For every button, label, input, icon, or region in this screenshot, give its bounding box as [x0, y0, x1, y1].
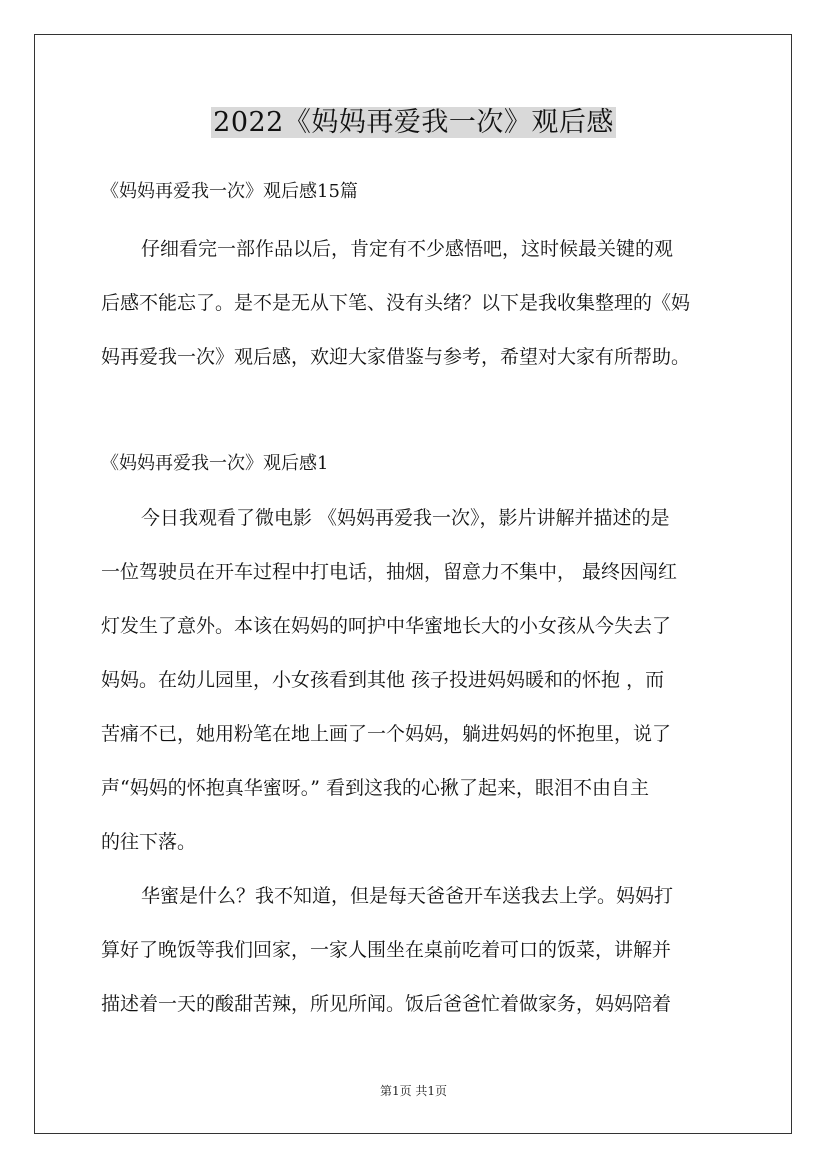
body-paragraph [101, 869, 733, 1031]
intro-line: 后感不能忘了。是不是无从下笔、没有头绪？以下是我收集整理的《妈 [101, 292, 691, 314]
paragraph-line: 一位驾驶员在开车过程中打电话，抽烟，留意力不集中， 最终因闯红 [101, 561, 678, 583]
section-heading: 《妈妈再爱我一次》观后感1 [101, 453, 329, 474]
paragraph-line: 算好了晚饭等我们回家，一家人围坐在桌前吃着可口的饭菜，讲解并 [101, 939, 672, 961]
intro-line: 仔细看完一部作品以后，肯定有不少感悟吧，这时候最关键的观 [141, 238, 674, 260]
document-subtitle: 《妈妈再爱我一次》观后感15篇 [101, 181, 358, 202]
paragraph-line: 声“妈妈的怀抱真华蜜呀。” 看到这我的心揪了起来，眼泪不由自主 [101, 777, 649, 799]
paragraph-line: 描述着一天的酸甜苦辣，所见所闻。饭后爸爸忙着做家务，妈妈陪着 [101, 993, 672, 1015]
intro-paragraph [101, 222, 733, 384]
page-footer: 第1页 共1页 [379, 1084, 448, 1098]
paragraph-line: 妈妈。在幼儿园里，小女孩看到其他 孩子投进妈妈暖和的怀抱 ，而 [101, 669, 665, 691]
body-paragraph [101, 491, 733, 869]
document-title [0, 103, 827, 143]
paragraph-line: 的往下落。 [101, 831, 197, 853]
paragraph-line: 华蜜是什么？我不知道，但是每天爸爸开车送我去上学。妈妈打 [141, 885, 674, 907]
document-title-text: 2022《妈妈再爱我一次》观后感 [213, 107, 614, 138]
paragraph-line: 苦痛不已，她用粉笔在地上画了一个妈妈，躺进妈妈的怀抱里，说了 [101, 723, 672, 745]
paragraph-line: 灯发生了意外。本该在妈妈的呵护中华蜜地长大的小女孩从今失去了 [101, 615, 672, 637]
intro-line: 妈再爱我一次》观后感，欢迎大家借鉴与参考，希望对大家有所帮助。 [101, 346, 691, 368]
paragraph-line: 今日我观看了微电影 《妈妈再爱我一次》，影片讲解并描述的是 [141, 507, 670, 529]
